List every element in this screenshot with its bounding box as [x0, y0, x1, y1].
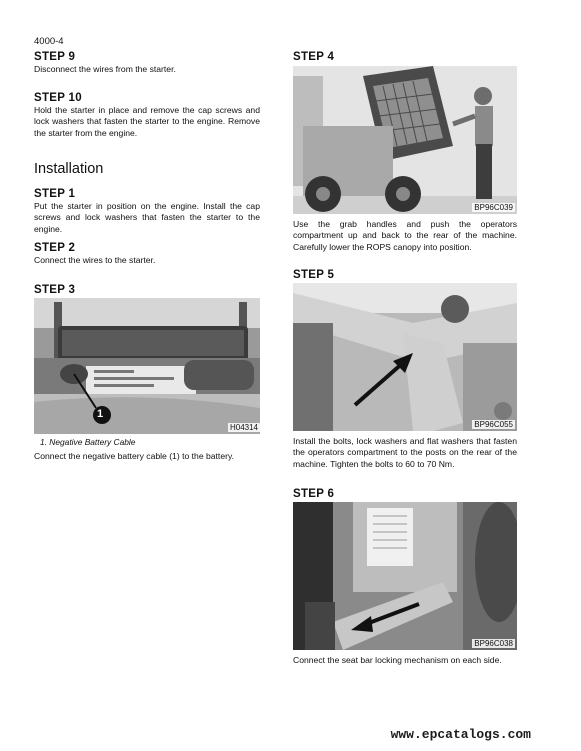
step6-heading: STEP 6 [293, 488, 335, 500]
callout-number: 1 [97, 408, 104, 420]
step9-text: Disconnect the wires from the starter. [34, 64, 176, 74]
step10-heading: STEP 10 [34, 92, 82, 104]
step5-heading: STEP 5 [293, 269, 335, 281]
figure-code: BP96C038 [474, 639, 513, 648]
step9-heading: STEP 9 [34, 51, 76, 63]
figure-code: BP96C055 [474, 420, 513, 429]
installation-heading: Installation [34, 161, 104, 177]
figure-code: H04314 [229, 423, 258, 432]
step1-text: Put the starter in position on the engine. Install the cap screws and lock washers that fasten the starter to the engine. [34, 201, 260, 234]
bolt-photo [293, 283, 517, 431]
seat-bar-photo [293, 502, 517, 650]
step1-heading: STEP 1 [34, 188, 76, 200]
figure-legend: 1. Negative Battery Cable [40, 437, 136, 447]
step3-heading: STEP 3 [34, 284, 76, 296]
rops-photo [293, 66, 517, 214]
battery-photo [34, 298, 260, 434]
figure-code: BP96C039 [474, 203, 513, 212]
step2-heading: STEP 2 [34, 242, 76, 254]
step4-text: Use the grab handles and push the operators compartment up and back to the rear of the machine. Carefully lower the ROPS canopy into position. [293, 219, 517, 252]
step10-text: Hold the starter in place and remove the cap screws and lock washers that fasten the starter to the engine. Remove the starter from the engine. [34, 105, 260, 138]
page-number: 4000-4 [34, 36, 64, 47]
step4-heading: STEP 4 [293, 51, 335, 63]
step3-text: Connect the negative battery cable (1) to the battery. [34, 451, 235, 461]
step5-text: Install the bolts, lock washers and flat washers that fasten the operators compartment to the posts on the rear of the machine. Tighten the bolts to 60 to 70 Nm. [293, 436, 517, 469]
watermark: www.epcatalogs.com [390, 727, 531, 742]
step6-text: Connect the seat bar locking mechanism on each side. [293, 655, 502, 665]
step2-text: Connect the wires to the starter. [34, 255, 156, 265]
